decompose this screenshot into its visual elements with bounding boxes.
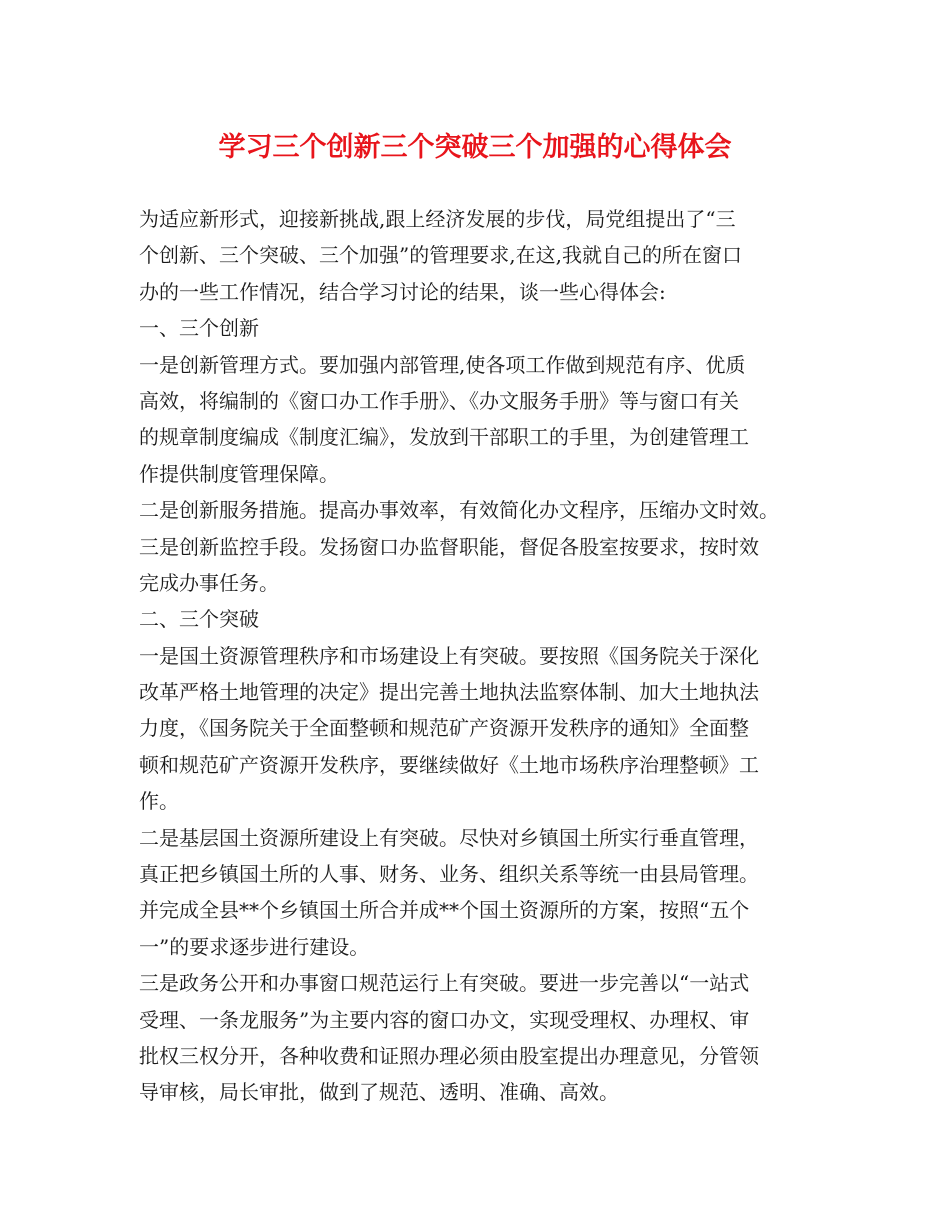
section-heading: 一、三个创新 bbox=[139, 316, 259, 341]
document-body bbox=[139, 201, 829, 1111]
text-line: 一”的要求逐步进行建设。 bbox=[139, 934, 370, 959]
text-line: 一是国土资源管理秩序和市场建设上有突破。要按照《国务院关于深化 bbox=[139, 643, 759, 668]
text-line: 的规章制度编成《制度汇编》，发放到干部职工的手里，为创建管理工 bbox=[139, 425, 749, 450]
text-line: 作。 bbox=[139, 789, 179, 814]
text-line: 三是创新监控手段。发扬窗口办监督职能，督促各股室按要求，按时效 bbox=[139, 534, 759, 559]
text-line: 批权三权分开，各种收费和证照办理必须由股室提出办理意见，分管领 bbox=[139, 1043, 759, 1068]
text-line: 办的一些工作情况，结合学习讨论的结果，谈一些心得体会: bbox=[139, 279, 666, 304]
text-line: 三是政务公开和办事窗口规范运行上有突破。要进一步完善以“一站式 bbox=[139, 971, 750, 996]
text-line: 作提供制度管理保障。 bbox=[139, 461, 339, 486]
text-line: 真正把乡镇国土所的人事、财务、业务、组织关系等统一由县局管理。 bbox=[139, 862, 759, 887]
text-line: 二是基层国土资源所建设上有突破。尽快对乡镇国土所实行垂直管理， bbox=[139, 825, 759, 850]
document-title: 学习三个创新三个突破三个加强的心得体会 bbox=[218, 132, 732, 163]
text-line: 顿和规范矿产资源开发秩序，要继续做好《土地市场秩序治理整顿》工 bbox=[139, 752, 759, 777]
text-line: 个创新、三个突破、三个加强”的管理要求,在这,我就自己的所在窗口 bbox=[139, 243, 742, 268]
text-line: 高效，将编制的《窗口办工作手册》、《办文服务手册》等与窗口有关 bbox=[139, 388, 739, 413]
text-line: 力度，《国务院关于全面整顿和规范矿产资源开发秩序的通知》全面整 bbox=[139, 716, 749, 741]
text-line: 导审核，局长审批，做到了规范、透明、准确、高效。 bbox=[139, 1080, 619, 1105]
text-line: 为适应新形式，迎接新挑战,跟上经济发展的步伐，局党组提出了“三 bbox=[139, 207, 736, 231]
text-line: 完成办事任务。 bbox=[139, 570, 279, 595]
section-heading: 二、三个突破 bbox=[139, 607, 259, 632]
text-line: 并完成全县**个乡镇国土所合并成**个国土资源所的方案，按照“五个 bbox=[139, 898, 750, 923]
text-line: 一是创新管理方式。要加强内部管理,使各项工作做到规范有序、优质 bbox=[139, 352, 746, 377]
text-line: 二是创新服务措施。提高办事效率，有效简化办文程序，压缩办文时效。 bbox=[139, 498, 779, 523]
text-line: 受理、一条龙服务”为主要内容的窗口办文，实现受理权、办理权、审 bbox=[139, 1007, 750, 1032]
text-line: 改革严格土地管理的决定》提出完善土地执法监察体制、加大土地执法 bbox=[139, 680, 759, 705]
